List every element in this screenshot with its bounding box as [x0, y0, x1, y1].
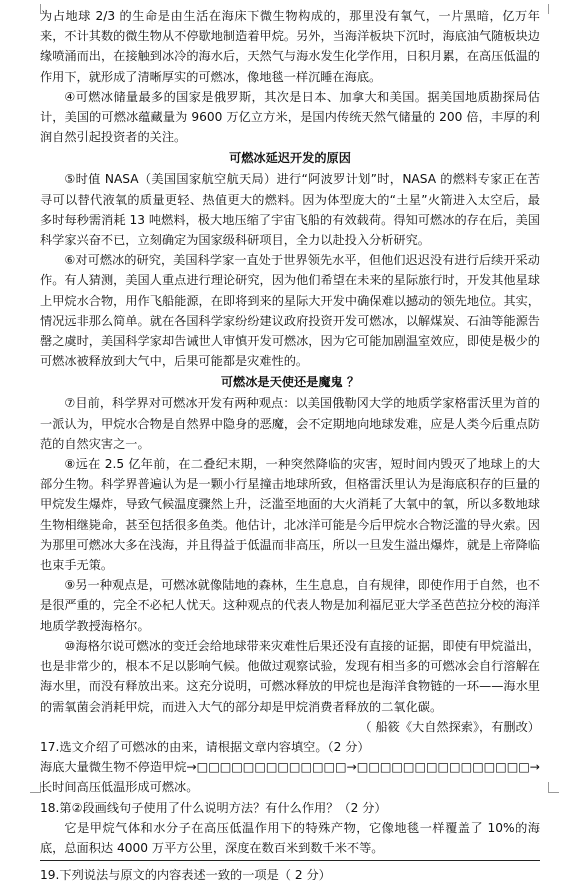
section-heading-delay: 可燃冰延迟开发的原因	[229, 151, 351, 166]
question-17-blanks: 海底大量微生物不停造甲烷→□□□□□□□□□□□□□→□□□□□□□□□□□□□□□→长时间高压低温形成可燃冰。	[40, 760, 540, 795]
paragraph-5: ⑤时值 NASA（美国国家航空航天局）进行“阿波罗计划”时，NASA 的燃料专家正在苦寻可以替代液氧的质量更轻、热值更大的燃料。因为体型庞大的“土星”火箭进入太空后，最多时每秒需消耗 13 吨燃料，极大地压缩了宇宙飞船的有效载荷。得知可燃冰的存在后，美国科学家兴奋不已，立刻确定为国家级科研项目，全力以赴投入分析研究。	[40, 172, 540, 248]
source-citation: （ 船筱《大自然探索》，有删改）	[359, 719, 540, 734]
question-18: 18.第②段画线句子使用了什么说明方法？有什么作用？（2 分）	[40, 800, 387, 815]
question-18-answer: 它是甲烷气体和水分子在高压低温作用下的特殊产物，它像地毯一样覆盖了 10%的海底，总面积达 4000 万平方公里，深度在数百米到数千米不等。	[40, 820, 540, 855]
document-body	[40, 6, 540, 885]
corner-mark	[548, 4, 559, 14]
paragraph-8: ⑧远在 2.5 亿年前，在二叠纪末期，一种突然降临的灾害，短时间内毁灭了地球上的大部分生物。科学界普遍认为是一颗小行星撞击地球所致，但格雷沃里认为是海底积存的巨量的甲烷发生爆炸，导致气候温度骤然上升，泛滥至地面的大火消耗了大氧中的氧，所以多数地球生物相继毙命，甚至包括很多鱼类。他估计，北冰洋可能是今后甲烷水合物泛滥的导火索。因为那里可燃冰大多在浅海，并且得益于低温而非高压，所以一旦发生溢出爆炸，就是上帝降临也束手无策。	[40, 457, 540, 573]
section-heading-angel-devil: 可燃冰是天使还是魔鬼 ？	[220, 375, 360, 390]
paragraph-6: ⑥对可燃冰的研究，美国科学家一直处于世界领先水平，但他们迟迟没有进行后续开采动作。有人猜测，美国人重点进行理论研究，因为他们希望在未来的星际旅行时，开发其他星球上甲烷水合物，用作飞船能源，在即将到来的星际大开发中确保难以撼动的领先地位。其实，情况远非那么简单。就在各国科学家纷纷建议政府投资开发可燃冰，以解煤炭、石油等能源告罄之虞时，美国科学家却告诫世人审慎开发可燃冰，因为它可能加剧温室效应，即使是极少的可燃冰被释放到大气中，后果可能都是灾难性的。	[40, 253, 540, 369]
paragraph-4: ④可燃冰储量最多的国家是俄罗斯，其次是日本、加拿大和美国。据美国地质勘探局估计，美国的可燃冰蕴藏量为 9600 万亿立方米，是国内传统天然气储量的 200 倍，丰厚的利润自然引起投资者的关注。	[40, 89, 540, 145]
paragraph-intro: 为占地球 2/3 的生命是由生活在海床下微生物构成的，那里没有氧气，一片黑暗，亿万年来，不计其数的微生物从不停歇地制造着甲烷。另外，当海洋板块下沉时，海底油气随板块边缘喷涌而出，在接触到冰冷的海水后，天然气与海水发生化学作用，日积月累，在高压低温的作用下，就形成了清晰厚实的可燃冰，像地毯一样沉睡在海底。	[40, 9, 540, 84]
paragraph-10: ⑩海格尔说可燃冰的变迁会给地球带来灾难性后果还没有直接的证据，即使有甲烷溢出，也是非常少的，根本不足以影响气候。他做过观察试验，发现有相当多的可燃冰会自行溶解在海水里，而没有释放出来。这充分说明，可燃冰释放的甲烷也是海洋食物链的一环——海水里的需氧菌会消耗甲烷，而进入大气的部分却是甲烷消费者释放的二氧化碳。	[40, 638, 540, 714]
paragraph-7: ⑦目前，科学界对可燃冰开发有两种观点：以美国俄勒冈大学的地质学家格雷沃里为首的一派认为，甲烷水合物是自然界中隐身的恶魔，会不定期地向地球发难，应是人类今后重点防范的自然灾害之一。	[40, 396, 540, 451]
divider	[40, 860, 540, 861]
paragraph-9: ⑨另一种观点是，可燃冰就像陆地的森林，生生息息，自有规律，即使作用于自然，也不是很严重的，完全不必杞人忧天。这种观点的代表人物是加利福尼亚大学圣芭芭拉分校的海洋地质学教授海格尔。	[40, 578, 540, 633]
corner-mark	[548, 782, 559, 793]
question-19: 19.下列说法与原文的内容表述一致的一项是（ 2 分）	[40, 868, 331, 883]
question-17: 17.选文介绍了可燃冰的由来，请根据文章内容填空。（2 分）	[40, 739, 370, 754]
